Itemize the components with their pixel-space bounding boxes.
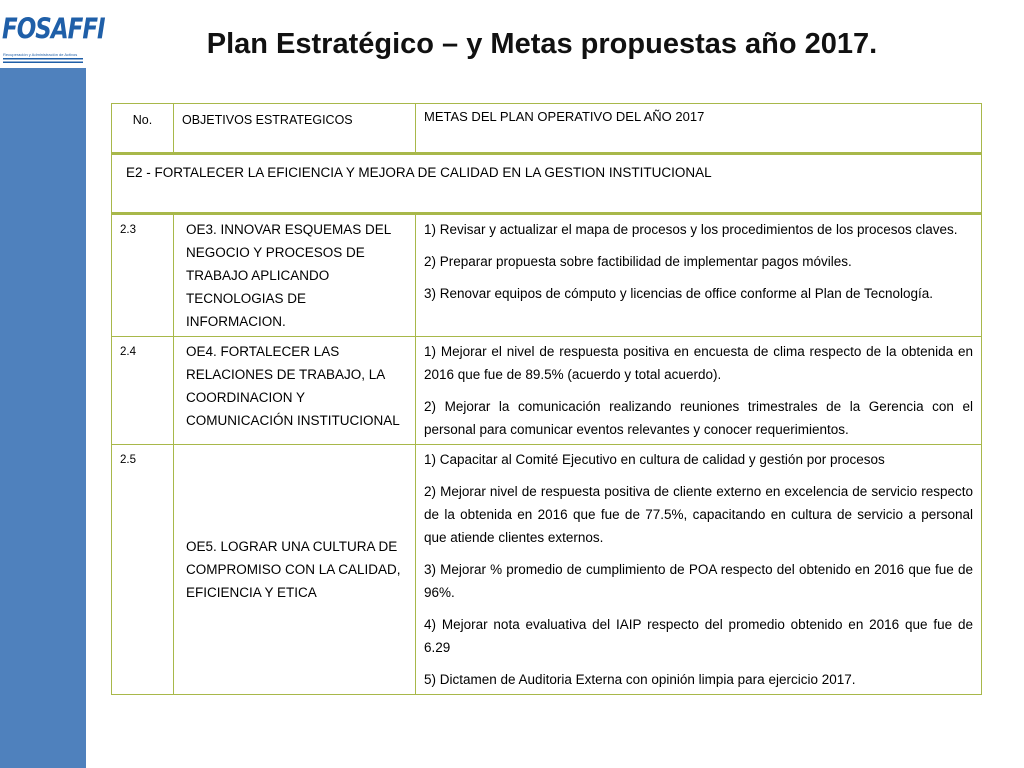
fosaffi-logo (0, 0, 105, 68)
section-title: E2 - FORTALECER LA EFICIENCIA Y MEJORA DE CALIDAD EN LA GESTION INSTITUCIONAL (112, 154, 982, 214)
row-number: 2.4 (112, 337, 174, 445)
left-sidebar-band (0, 0, 105, 768)
strategic-plan-table (111, 103, 982, 695)
goal-item: 1) Revisar y actualizar el mapa de procesos y los procedimientos de los procesos claves. (424, 222, 958, 237)
row-number: 2.3 (112, 214, 174, 337)
row-objective: OE4. FORTALECER LAS RELACIONES DE TRABAJO, LA COORDINACION Y COMUNICACIÓN INSTITUCIONAL (174, 337, 416, 445)
goal-item: 1) Mejorar el nivel de respuesta positiva en encuesta de clima respecto de la obtenida en 2016 que fue de 89.5% (acuerdo y total acuerdo). (424, 344, 973, 382)
section-row (112, 154, 982, 214)
goal-item: 5) Dictamen de Auditoria Externa con opinión limpia para ejercicio 2017. (424, 672, 856, 687)
row-goals (416, 337, 982, 445)
page-title: Plan Estratégico – y Metas propuestas año 2017. (206, 28, 878, 60)
goal-item: 2) Preparar propuesta sobre factibilidad de implementar pagos móviles. (424, 254, 852, 269)
table-row (112, 445, 982, 695)
header-no: No. (112, 104, 174, 154)
goal-item: 1) Capacitar al Comité Ejecutivo en cultura de calidad y gestión por procesos (424, 452, 885, 467)
logo-tagline: Recuperación y Administración de Activos (3, 52, 78, 57)
header-objectives: OBJETIVOS ESTRATEGICOS (174, 104, 416, 154)
row-number: 2.5 (112, 445, 174, 695)
goal-item: 3) Renovar equipos de cómputo y licencias de office conforme al Plan de Tecnología. (424, 286, 934, 301)
row-objective: OE3. INNOVAR ESQUEMAS DEL NEGOCIO Y PROCESOS DE TRABAJO APLICANDO TECNOLOGIAS DE INFORMACION. (174, 214, 416, 337)
row-goals (416, 445, 982, 695)
row-goals (416, 214, 982, 337)
table-row (112, 214, 982, 337)
goal-item: 2) Mejorar la comunicación realizando reuniones trimestrales de la Gerencia con el personal para comunicar eventos relevantes y conocer requerimientos. (424, 399, 973, 437)
logo-underline-icon (3, 58, 83, 64)
goal-item: 2) Mejorar nivel de respuesta positiva de cliente externo en excelencia de servicio respecto de la obtenida en 2016 que fue de 77.5%, capacitando en cultura de servicio a personal que atiende clientes externos. (424, 484, 973, 545)
table-header-row (112, 104, 982, 154)
table-row (112, 337, 982, 445)
goal-item: 4) Mejorar nota evaluativa del IAIP respecto del promedio obtenido en 2016 que fue de 6.29 (424, 617, 973, 655)
goal-item: 3) Mejorar % promedio de cumplimiento de POA respecto del obtenido en 2016 que fue de 96%. (424, 562, 973, 600)
logo-wordmark: FOSAFFI (2, 13, 105, 46)
header-goals: METAS DEL PLAN OPERATIVO DEL AÑO 2017 (416, 104, 982, 154)
row-objective: OE5. LOGRAR UNA CULTURA DE COMPROMISO CON LA CALIDAD, EFICIENCIA Y ETICA (174, 445, 416, 695)
